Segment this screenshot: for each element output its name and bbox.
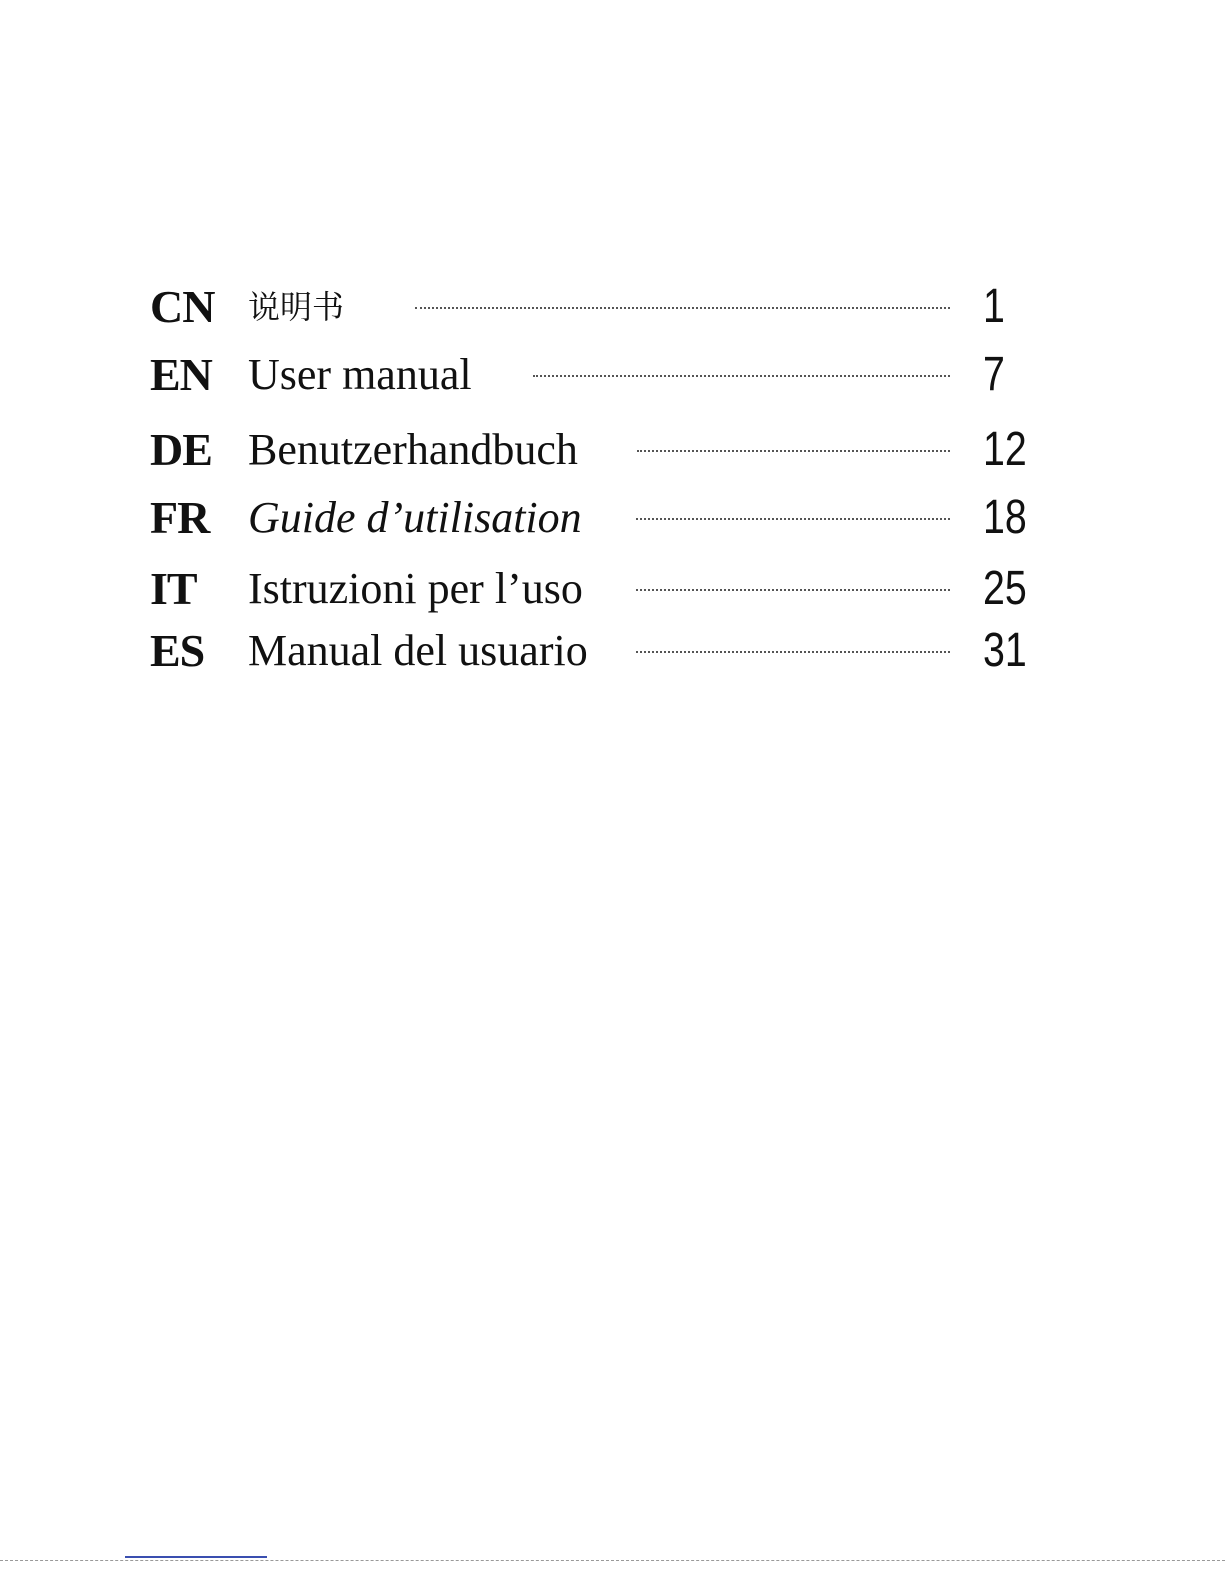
entry-title: 说明书	[248, 288, 345, 326]
toc-entry-es	[0, 621, 1225, 681]
language-code: DE	[150, 424, 212, 475]
page-number: 25	[983, 562, 1027, 615]
entry-title: Benutzerhandbuch	[248, 425, 578, 474]
toc-entry-de	[0, 420, 1225, 480]
language-code: IT	[150, 563, 197, 614]
dot-leader	[637, 450, 950, 452]
dot-leader	[636, 651, 950, 653]
entry-title: Manual del usuario	[248, 626, 588, 675]
toc-entry-en	[0, 345, 1225, 405]
dot-leader	[636, 518, 950, 520]
entry-title: Guide d’utilisation	[248, 493, 582, 542]
toc-entry-cn	[0, 277, 1225, 337]
entry-title: Istruzioni per l’uso	[248, 564, 583, 613]
language-code: CN	[150, 281, 215, 332]
entry-title: User manual	[248, 350, 472, 399]
language-code: FR	[150, 492, 210, 543]
page-number: 12	[983, 423, 1027, 476]
dot-leader	[636, 589, 950, 591]
bottom-accent-line	[125, 1556, 267, 1558]
page-number: 7	[983, 348, 1005, 401]
language-code: EN	[150, 349, 212, 400]
table-of-contents	[0, 0, 1225, 720]
language-code: ES	[150, 625, 205, 676]
page-number: 1	[983, 280, 1005, 333]
bottom-divider	[0, 1560, 1225, 1561]
dot-leader	[415, 307, 950, 309]
dot-leader	[533, 375, 950, 377]
toc-entry-it	[0, 559, 1225, 619]
toc-entry-fr	[0, 488, 1225, 548]
page-number: 31	[983, 624, 1027, 677]
page-number: 18	[983, 491, 1027, 544]
